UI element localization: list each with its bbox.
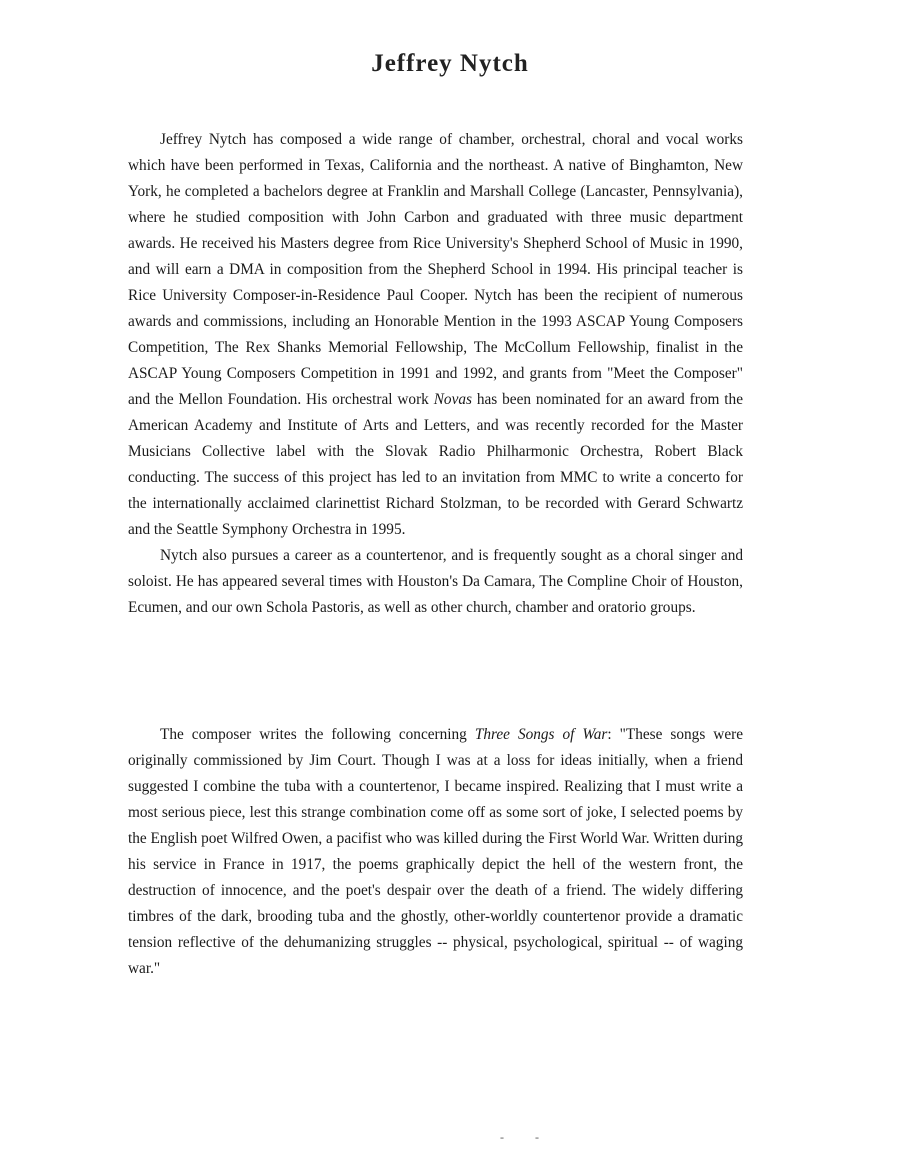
work-title-three-songs-of-war: Three Songs of War [474,726,608,743]
page-title: Jeffrey Nytch [371,50,529,77]
work-title-novas: Novas [433,391,472,408]
bio-paragraph-career-text-1: Jeffrey Nytch has composed a wide range of chamber, orchestral, choral and vocal works which have been performed in Texas, California and the northeast. A native of Binghamton, New York, he completed a bachelors degree at Franklin and Marshall College (Lancaster, Pennsylvania), where he studied composition with John Carbon and graduated with three music department awards. He received his Masters degree from Rice University's Shepherd School of Music in 1990, and will earn a DMA in composition from the Shepherd School in 1994. His principal teacher is Rice University Composer-in-Residence Paul Cooper. Nytch has been the recipient of numerous awards and commissions, including an Honorable Mention in the 1993 ASCAP Young Composers Competition, The Rex Shanks Memorial Fellowship, The McCollum Fellowship, finalist in the ASCAP Young Composers Competition in 1991 and 1992, and grants from "Meet the Composer" and the Mellon Foundation. His orchestral work [128,131,743,408]
biography-section [128,127,743,621]
bio-paragraph-career-text-2: has been nominated for an award from the American Academy and Institute of Arts and Letters, and was recently recorded for the Master Musicians Collective label with the Slovak Radio Philharmonic Orchestra, Robert Black conducting. The success of this project has led to an invitation from MMC to write a concerto for the internationally acclaimed clarinettist Richard Stolzman, to be recorded with Gerard Schwartz and the Seattle Symphony Orchestra in 1995. [128,391,743,538]
program-notes-section [128,722,743,982]
page-footer-mark: - - [500,1130,553,1144]
notes-paragraph-text-2: : "These songs were originally commissioned by Jim Court. Though I was at a loss for ideas initially, when a friend suggested I combine the tuba with a countertenor, I became inspired. Realizing that I must write a most serious piece, lest this strange combination come off as some sort of joke, I selected poems by the English poet Wilfred Owen, a pacifist who was killed during the First World War. Written during his service in France in 1917, the poems graphically depict the hell of the western front, the destruction of innocence, and the poet's despair over the death of a friend. The widely differing timbres of the dark, brooding tuba and the ghostly, other-worldly countertenor provide a dramatic tension reflective of the dehumanizing struggles -- physical, psychological, spiritual -- of waging war." [128,726,743,977]
notes-paragraph-text-1: The composer writes the following concerning [160,726,475,743]
bio-paragraph-countertenor: Nytch also pursues a career as a countertenor, and is frequently sought as a choral singer and soloist. He has appeared several times with Houston's Da Camara, The Compline Choir of Houston, Ecumen, and our own Schola Pastoris, as well as other church, chamber and oratorio groups. [128,547,743,616]
notes-paragraph [128,722,743,982]
bio-paragraph-career [128,127,743,543]
